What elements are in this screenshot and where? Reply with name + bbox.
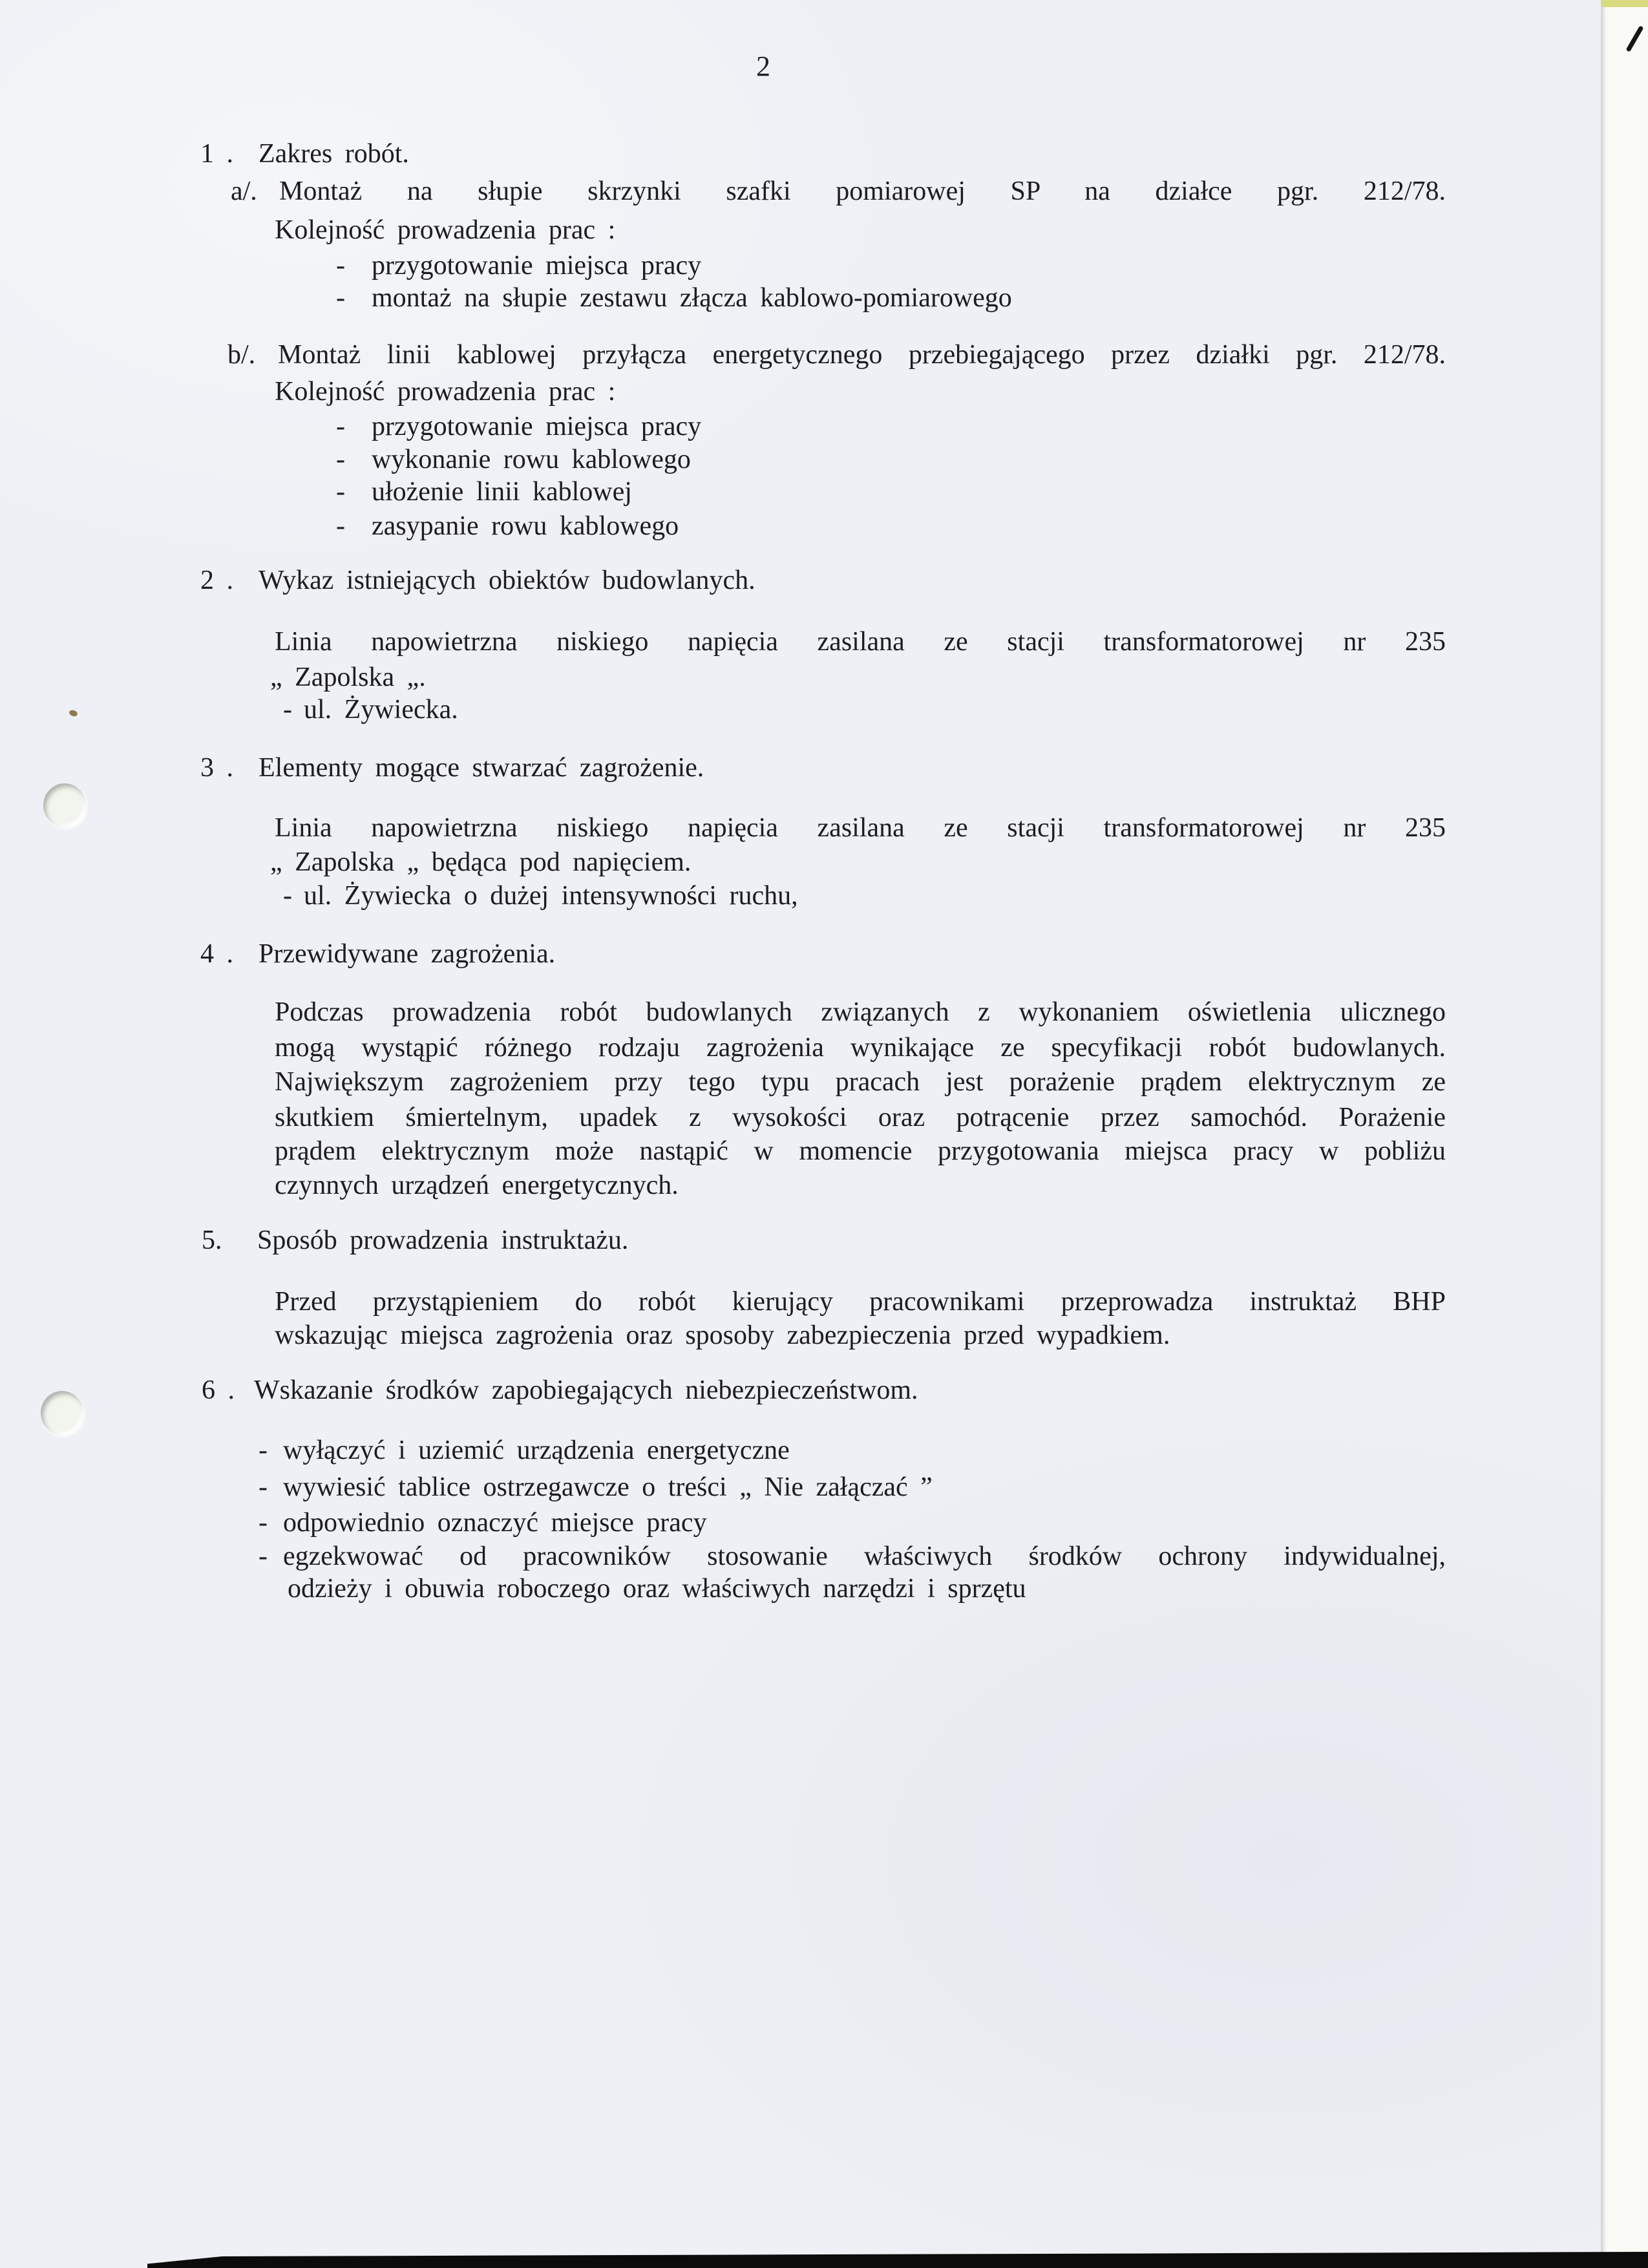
text-line: Wskazanie środków zapobiegających niebezpieczeństwom. — [254, 1375, 918, 1405]
hole-punch-top — [43, 783, 86, 827]
text-line: Linia napowietrzna niskiego napięcia zasilana ze stacji transformatorowej nr 235 — [275, 813, 1446, 843]
line-marker: 6 . — [202, 1375, 235, 1405]
line-marker: 2 . — [200, 566, 233, 595]
text-line: montaż na słupie zestawu złącza kablowo-pomiarowego — [372, 283, 1012, 313]
line-marker: 3 . — [200, 753, 233, 783]
text-line: Podczas prowadzenia robót budowlanych związanych z wykonaniem oświetlenia ulicznego — [275, 997, 1446, 1027]
text-line: prądem elektrycznym może nastąpić w momencie przygotowania miejsca pracy w pobliżu — [275, 1136, 1446, 1166]
text-line: ul. Żywiecka. — [304, 695, 458, 725]
text-line: zasypanie rowu kablowego — [372, 511, 679, 541]
text-line: ułożenie linii kablowej — [372, 477, 632, 507]
text-line: Elementy mogące stwarzać zagrożenie. — [259, 753, 704, 783]
text-line: wykonanie rowu kablowego — [372, 445, 691, 474]
line-marker: - — [336, 445, 345, 474]
line-marker: b/. — [227, 340, 256, 370]
hole-punch-bottom — [41, 1391, 83, 1435]
text-line: Kolejność prowadzenia prac : — [275, 377, 616, 407]
text-line: Linia napowietrzna niskiego napięcia zasilana ze stacji transformatorowej nr 235 — [275, 627, 1446, 657]
line-marker: - — [259, 1508, 268, 1538]
text-line: „ Zapolska „ będąca pod napięciem. — [270, 847, 692, 877]
line-marker: - — [336, 511, 345, 541]
line-marker: - — [283, 881, 292, 911]
text-line: Zakres robót. — [259, 139, 409, 169]
text-line: wskazując miejsca zagrożenia oraz sposoby zabezpieczenia przed wypadkiem. — [275, 1320, 1170, 1350]
text-line: odzieży i obuwia roboczego oraz właściwych narzędzi i sprzętu — [288, 1574, 1026, 1604]
line-marker: - — [259, 1472, 268, 1502]
text-line: egzekwować od pracowników stosowanie właściwych środków ochrony indywidualnej, — [283, 1542, 1446, 1571]
line-marker: - — [259, 1436, 268, 1465]
paper-speck — [69, 709, 78, 717]
text-line: mogą wystąpić różnego rodzaju zagrożenia wynikające ze specyfikacji robót budowlanych. — [275, 1033, 1446, 1063]
line-marker: 5. — [202, 1225, 222, 1255]
line-marker: 1 . — [200, 139, 233, 169]
text-line: Przewidywane zagrożenia. — [259, 939, 556, 969]
text-line: czynnych urządzeń energetycznych. — [275, 1171, 679, 1200]
text-line: odpowiednio oznaczyć miejsce pracy — [283, 1508, 707, 1538]
scan-bottom-bar — [147, 2252, 1648, 2268]
text-line: Kolejność prowadzenia prac : — [275, 215, 616, 245]
scanner-edge-strip — [1601, 0, 1648, 2268]
text-line: Montaż na słupie skrzynki szafki pomiarowej SP na działce pgr. 212/78. — [279, 176, 1446, 206]
line-marker: - — [336, 412, 345, 441]
text-line: Montaż linii kablowej przyłącza energetycznego przebiegającego przez działki pgr. 212/78. — [278, 340, 1446, 370]
text-line: Największym zagrożeniem przy tego typu pracach jest porażenie prądem elektrycznym ze — [275, 1067, 1446, 1097]
line-marker: - — [336, 283, 345, 313]
line-marker: - — [259, 1542, 268, 1571]
text-line: wywiesić tablice ostrzegawcze o treści „ Nie załączać ” — [283, 1472, 933, 1502]
text-line: ul. Żywiecka o dużej intensywności ruchu, — [304, 881, 798, 911]
text-line: przygotowanie miejsca pracy — [372, 412, 702, 441]
text-line: Sposób prowadzenia instruktażu. — [257, 1225, 629, 1255]
scan-edge-sliver — [1601, 0, 1648, 7]
line-marker: 4 . — [200, 939, 233, 969]
line-marker: a/. — [231, 176, 257, 206]
line-marker: - — [283, 695, 292, 725]
text-line: Wykaz istniejących obiektów budowlanych. — [259, 566, 755, 595]
page-number: 2 — [756, 50, 770, 82]
text-line: przygotowanie miejsca pracy — [372, 251, 702, 281]
text-line: Przed przystąpieniem do robót kierujący pracownikami przeprowadza instruktaż BHP — [275, 1287, 1446, 1317]
line-marker: - — [336, 251, 345, 281]
text-line: wyłączyć i uziemić urządzenia energetyczne — [283, 1436, 790, 1465]
text-line: „ Zapolska „. — [270, 662, 426, 692]
text-line: skutkiem śmiertelnym, upadek z wysokości oraz potrącenie przez samochód. Porażenie — [275, 1103, 1446, 1132]
line-marker: - — [336, 477, 345, 507]
